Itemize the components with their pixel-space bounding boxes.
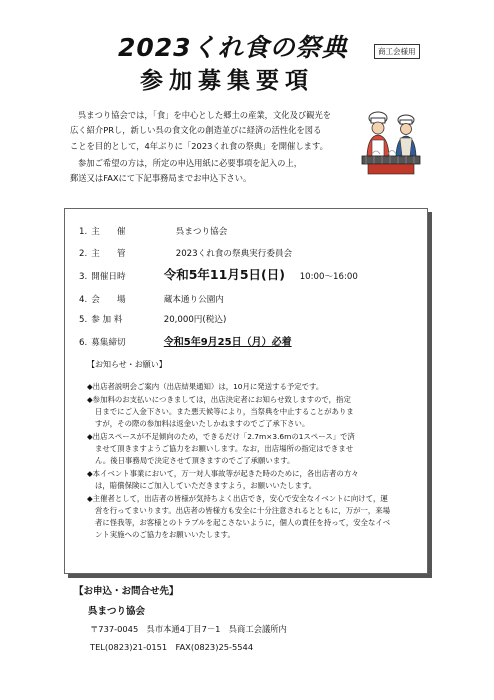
notice-item: ◆出店スペースが不足傾向のため，できるだけ「2.7m×3.6mの1スペース」で済 ませて頂きますようご協力をお願いします。なお，出店場所の指定はできませ ん。後日事務局で決定させて頂きますのでご了承願います。 [87, 432, 355, 465]
detail-row-deadline [79, 333, 292, 348]
detail-label: 主 管 [91, 249, 126, 259]
event-time: 10:00～16:00 [299, 272, 358, 282]
event-date: 令和5年11月5日(日) [163, 267, 285, 282]
contact-phone-fax: TEL(0823)21-0151 FAX(0823)25-5544 [90, 642, 254, 652]
detail-row-manager [79, 247, 292, 259]
request-paragraph [70, 156, 370, 187]
chefs-grilling-illustration [352, 104, 430, 182]
request-line: 参加ご希望の方は，所定の申込用紙に必要事項を記入の上， [78, 158, 303, 168]
detail-number: 3. [79, 272, 88, 282]
intro-line: 呉まつり協会では，「食」を中心とした郷土の産業，文化及び観光を [78, 110, 332, 120]
contact-heading: 【お申込・お問合せ先】 [74, 586, 179, 597]
detail-value: 20,000円(税込) [163, 315, 227, 325]
detail-value: 呉まつり協会 [175, 227, 228, 237]
detail-number: 6. [79, 338, 88, 348]
contact-address: 〒737-0045 呉市本通4丁目7－1 呉商工会議所内 [90, 624, 287, 634]
detail-row-datetime [79, 265, 358, 283]
page-subtitle: 参加募集要項 [140, 68, 314, 94]
detail-row-venue [79, 293, 224, 305]
detail-number: 2. [79, 249, 88, 259]
intro-line: ことを目的として，4年ぶりに「2023くれ食の祭典」を開催します。 [70, 140, 328, 151]
contact-section [74, 583, 287, 653]
intro-line: 広く紹介PRし，新しい呉の食文化の創造並びに経済の活性化を図る [70, 125, 322, 136]
detail-label: 会 場 [91, 295, 126, 305]
event-details-box [64, 208, 428, 574]
deadline-value: 令和5年9月25日（月）必着 [163, 337, 292, 348]
notice-heading: 【お知らせ・お願い】 [87, 360, 167, 369]
detail-number: 4. [79, 295, 88, 305]
detail-label: 募集締切 [91, 338, 126, 348]
contact-organization: 呉まつり協会 [88, 606, 146, 617]
notice-item: ◆主催者として，出店者の皆様が気持ちよく出店でき，安心で安全なイベントに向けて，運 営を行ってまいります。出店者の皆様方も安全に十分注意されるとともに，万が一，来場 者に怪我等，お客様とのトラブルを起こさないように，個人の責任を持って，安全なイベ ント実施へのご協力をお願いいたします。 [87, 494, 391, 539]
notice-item: ◆本イベント事業において，万一対人事故等が起きた時のために，各出店者の方々 は，賠償保険にご加入していただきますよう，お願いいたします。 [87, 469, 359, 490]
notice-item: ◆出店者説明会ご案内（出店結果通知）は，10月に発送する予定です。 [87, 382, 324, 391]
request-line: 郵送又はFAXにて下記事務局までお申込下さい。 [70, 173, 252, 184]
detail-row-organizer [79, 225, 227, 237]
detail-number: 5. [79, 315, 88, 325]
detail-number: 1. [79, 227, 88, 237]
detail-value: 蔵本通り公園内 [163, 295, 224, 305]
detail-label: 開催日時 [91, 272, 126, 282]
notice-list [87, 381, 421, 542]
audience-badge: 商工会様用 [374, 44, 420, 59]
intro-paragraph [70, 108, 370, 154]
detail-value: 2023くれ食の祭典実行委員会 [175, 249, 293, 259]
detail-label: 参 加 料 [91, 315, 123, 325]
detail-label: 主 催 [91, 227, 126, 237]
detail-row-fee [79, 313, 226, 325]
page-title: 2023くれ食の祭典 [118, 33, 348, 62]
notice-item: ◆参加料のお支払いにつきましては，出店決定者にお知らせ致しますので，指定 日までにご入金下さい。また悪天候等により，当祭典を中止することがありま すが，その際の参加料は返金いたしかねますのでご了承下さい。 [87, 395, 354, 428]
